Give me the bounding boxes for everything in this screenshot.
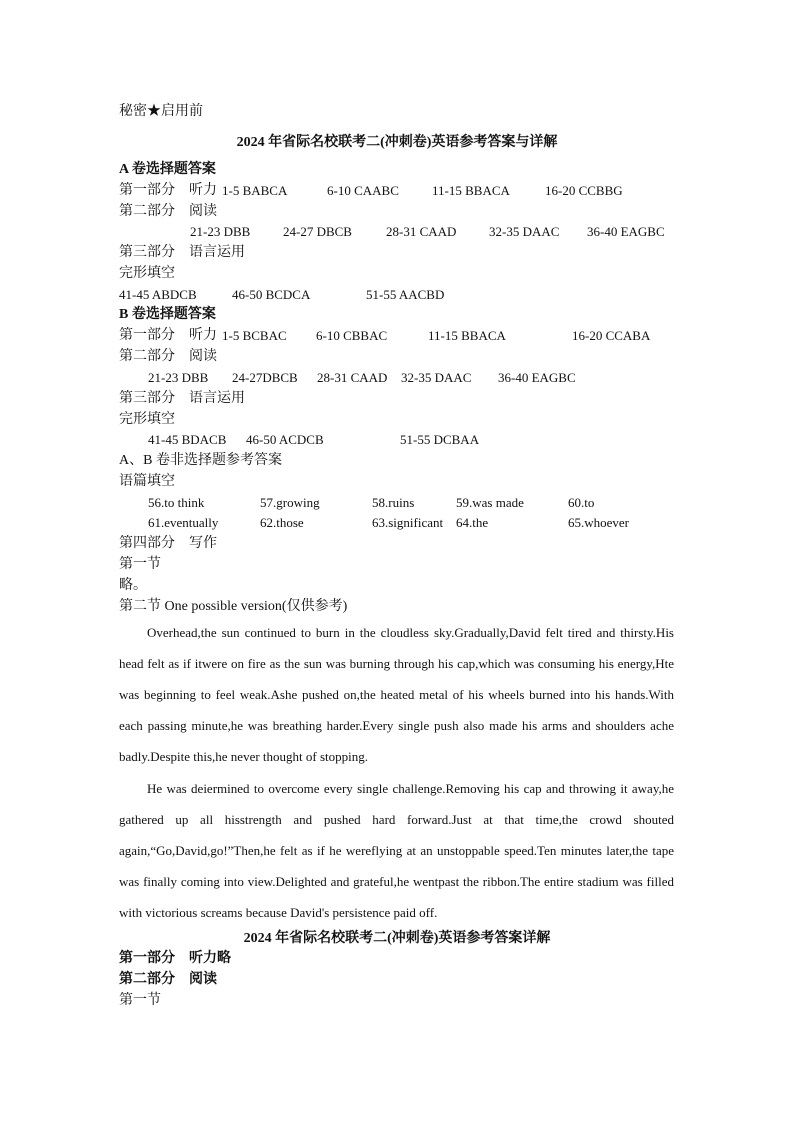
grammar-answer: 58.ruins	[372, 495, 415, 510]
a-part2-answer: 32-35 DAAC	[489, 224, 560, 239]
writing-sec2-label: 第二节 One possible version(仅供参考)	[119, 599, 348, 614]
b-part1-answer: 6-10 CBBAC	[316, 328, 388, 343]
b-cloze-label: 完形填空	[119, 412, 175, 427]
a-part1-answer: 11-15 BBACA	[432, 183, 510, 198]
details-part1: 第一部分 听力略	[119, 951, 231, 966]
section-a-heading: A 卷选择题答案	[119, 162, 216, 177]
b-cloze-answer: 41-45 BDACB	[148, 432, 227, 447]
a-cloze-answer: 51-55 AACBD	[366, 287, 445, 302]
a-part1-answer: 1-5 BABCA	[222, 183, 288, 198]
b-part1-answer: 1-5 BCBAC	[222, 328, 287, 343]
non-choice-heading: A、B 卷非选择题参考答案	[119, 453, 282, 468]
details-sec1: 第一节	[119, 993, 161, 1008]
a-part1-label: 第一部分 听力	[119, 183, 217, 198]
writing-sec1-text: 略。	[119, 578, 147, 593]
essay-paragraph-2: He was deiermined to overcome every single challenge.Removing his cap and throwing it away,he gathered up all hisstrength and pushed hard forward.Just at that time,the crowd shouted again,“Go,David,go!”Then,he felt as if he wereflying at an unstoppable speed.Ten minutes later,the tape was finally coming into view.Delighted and grateful,he wentpast the ribbon.The entire stadium was filled with victorious screams because David's persistence paid off.	[119, 781, 674, 920]
b-cloze-answer: 46-50 ACDCB	[246, 432, 324, 447]
b-part2-answer: 28-31 CAAD	[317, 370, 388, 385]
a-cloze-answer: 41-45 ABDCB	[119, 287, 197, 302]
grammar-answer: 65.whoever	[568, 515, 630, 530]
a-part3-label: 第三部分 语言运用	[119, 245, 245, 260]
grammar-answer: 64.the	[456, 515, 489, 530]
b-part1-label: 第一部分 听力	[119, 328, 217, 343]
b-part2-answer: 21-23 DBB	[148, 370, 209, 385]
b-part2-answer: 24-27DBCB	[232, 370, 298, 385]
b-part1-answer: 16-20 CCABA	[572, 328, 651, 343]
writing-sec1-label: 第一节	[119, 557, 161, 572]
document-title: 2024 年省际名校联考二(冲刺卷)英语参考答案与详解	[236, 135, 558, 150]
a-part1-answer: 6-10 CAABC	[327, 183, 399, 198]
b-part2-answer: 32-35 DAAC	[401, 370, 472, 385]
grammar-answer: 62.those	[260, 515, 304, 530]
details-part2: 第二部分 阅读	[119, 972, 217, 987]
b-part3-label: 第三部分 语言运用	[119, 391, 245, 406]
b-part1-answer: 11-15 BBACA	[428, 328, 506, 343]
grammar-answer: 61.eventually	[148, 515, 219, 530]
details-title: 2024 年省际名校联考二(冲刺卷)英语参考答案详解	[243, 931, 551, 946]
part4-label: 第四部分 写作	[119, 536, 217, 551]
grammar-answer: 57.growing	[260, 495, 320, 510]
a-part1-answer: 16-20 CCBBG	[545, 183, 623, 198]
grammar-answer: 59.was made	[456, 495, 524, 510]
grammar-answer: 63.significant	[372, 515, 444, 530]
a-part2-answer: 36-40 EAGBC	[587, 224, 665, 239]
a-cloze-answer: 46-50 BCDCA	[232, 287, 311, 302]
a-part2-answer: 21-23 DBB	[190, 224, 251, 239]
b-part2-label: 第二部分 阅读	[119, 349, 217, 364]
a-part2-answer: 28-31 CAAD	[386, 224, 457, 239]
b-part2-answer: 36-40 EAGBC	[498, 370, 576, 385]
grammar-answer: 56.to think	[148, 495, 205, 510]
a-part2-label: 第二部分 阅读	[119, 204, 217, 219]
a-part2-answer: 24-27 DBCB	[283, 224, 352, 239]
section-b-heading: B 卷选择题答案	[119, 307, 216, 322]
a-cloze-label: 完形填空	[119, 266, 175, 281]
grammar-answer: 60.to	[568, 495, 595, 510]
b-cloze-answer: 51-55 DCBAA	[400, 432, 480, 447]
grammar-fill-label: 语篇填空	[119, 474, 175, 489]
secret-label: 秘密★启用前	[119, 104, 203, 119]
essay-paragraph-1: Overhead,the sun continued to burn in the cloudless sky.Gradually,David felt tired and thirsty.His head felt as if itwere on fire as the sun was burning through his cap,which was consuming his energy,Hte was beginning to feel weak.Ashe pushed on,the heated metal of his wheels burned into his hands.With each passing minute,he was breathing harder.Every single push also made his arms and shoulders ache badly.Despite this,he never thought of stopping.	[119, 625, 674, 764]
